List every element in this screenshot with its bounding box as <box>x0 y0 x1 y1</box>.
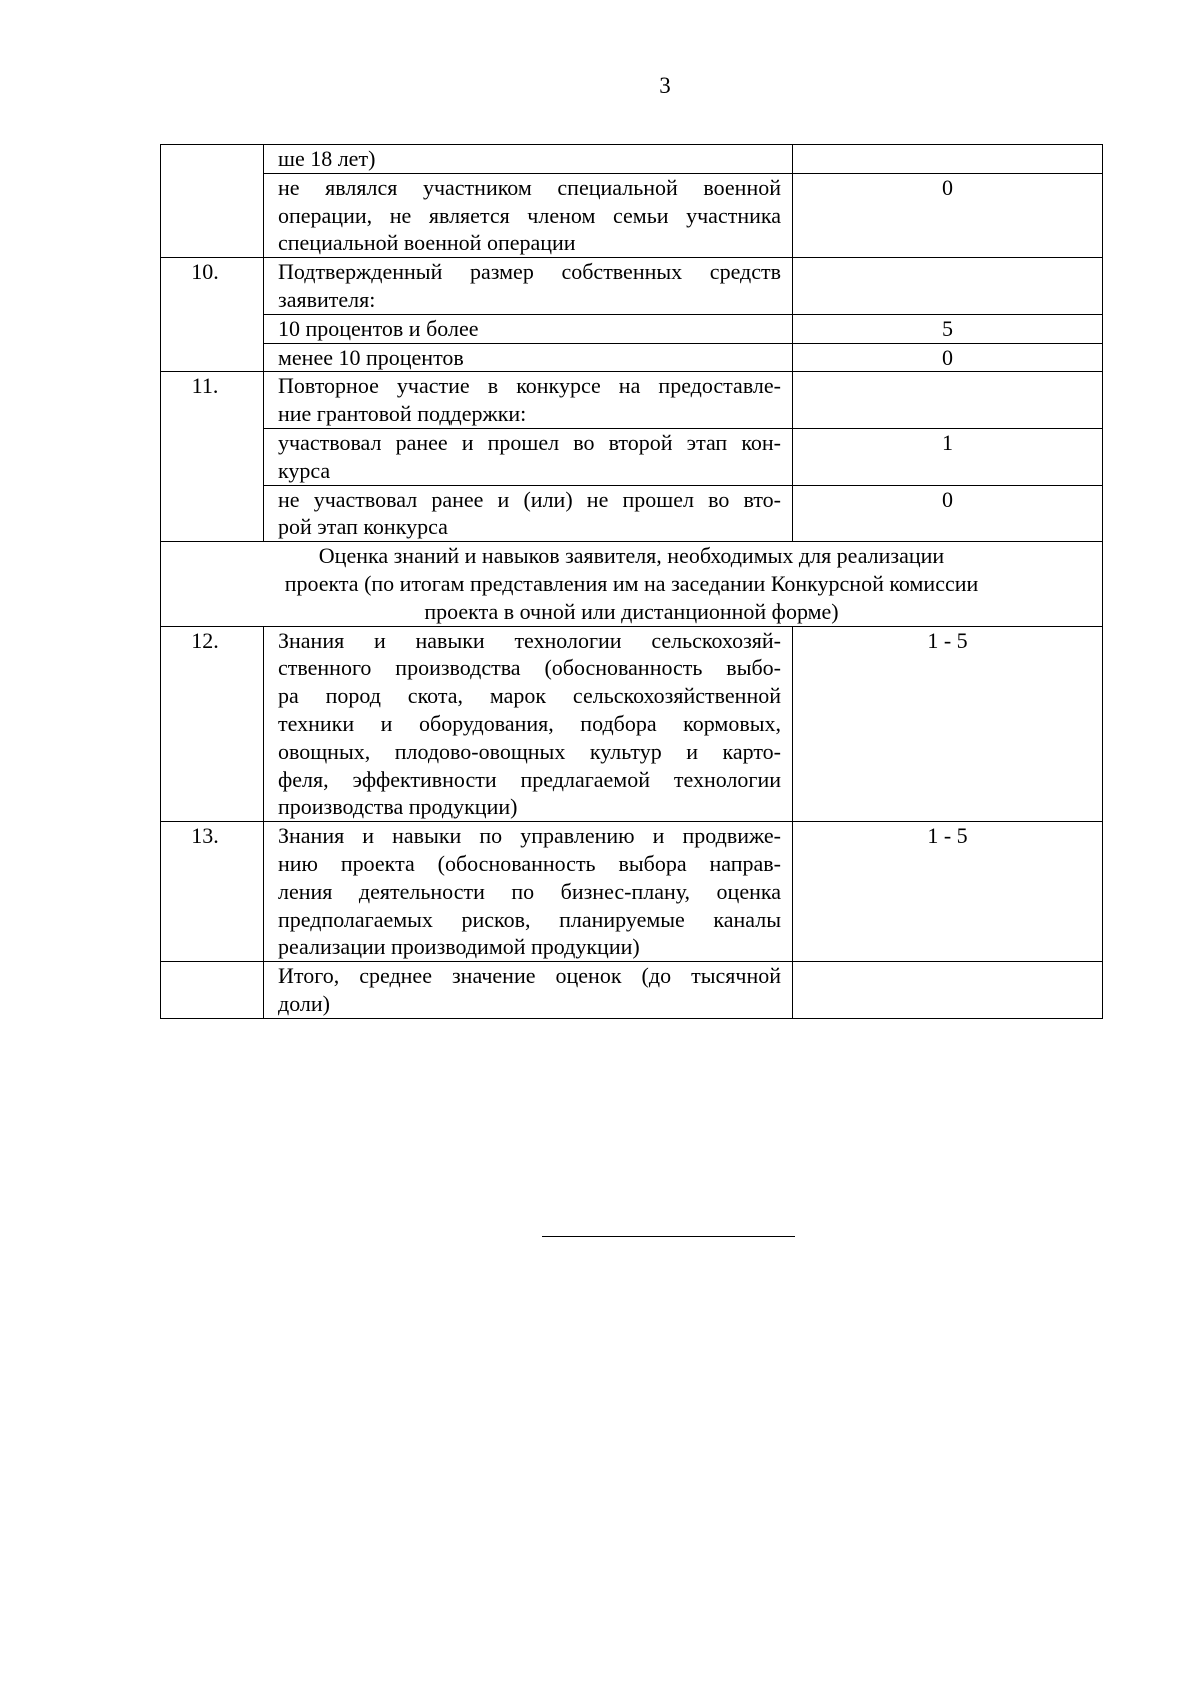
criterion-text-line: доли) <box>278 990 330 1016</box>
criterion-cell <box>264 822 793 962</box>
criterion-cell <box>264 314 793 343</box>
page-number: 3 <box>659 73 671 98</box>
criterion-cell <box>264 626 793 822</box>
table-row <box>161 145 1103 174</box>
section-heading-line: проекта в очной или дистанционной форме) <box>424 598 839 624</box>
score-cell: 5 <box>793 314 1103 343</box>
score-cell <box>793 372 1103 429</box>
row-number-cell: 12. <box>161 626 264 822</box>
criterion-text-line: рой этап конкурса <box>278 514 448 540</box>
table-row <box>161 428 1103 485</box>
row-number-cell: 10. <box>161 258 264 372</box>
criterion-text-line: производства продукции) <box>278 794 518 820</box>
section-heading-line: проекта (по итогам представления им на заседании Конкурсной комиссии <box>284 570 979 596</box>
criterion-cell <box>264 485 793 542</box>
criterion-text-line: Знания и навыки по управлению и продвиже- <box>278 823 781 849</box>
criterion-cell <box>264 372 793 429</box>
section-heading-line: Оценка знаний и навыков заявителя, необходимых для реализации <box>318 543 945 569</box>
score-cell: 1 - 5 <box>793 822 1103 962</box>
criterion-text-line: специальной военной операции <box>278 230 576 256</box>
criterion-text-line: не участвовал ранее и (или) не прошел во вто- <box>278 486 781 512</box>
table-row <box>161 626 1103 822</box>
criterion-text-line: нию проекта (обоснованность выбора направ- <box>278 850 781 876</box>
table-row <box>161 314 1103 343</box>
criterion-cell <box>264 343 793 372</box>
score-cell: 0 <box>793 485 1103 542</box>
criterion-text-line: ние грантовой поддержки: <box>278 401 527 427</box>
criterion-text-line: менее 10 процентов <box>278 344 464 370</box>
score-cell: 1 <box>793 428 1103 485</box>
criterion-text-line: техники и оборудования, подбора кормовых, <box>278 710 781 736</box>
score-cell <box>793 962 1103 1019</box>
criterion-cell <box>264 173 793 257</box>
row-number-cell: 13. <box>161 822 264 962</box>
criterion-text-line: феля, эффективности предлагаемой технологии <box>278 766 781 792</box>
criterion-text-line: операции, не является членом семьи участника <box>278 202 781 228</box>
score-cell: 1 - 5 <box>793 626 1103 822</box>
criterion-cell <box>264 428 793 485</box>
total-label-cell <box>264 962 793 1019</box>
end-of-document-separator-line <box>542 1236 795 1237</box>
score-cell: 0 <box>793 343 1103 372</box>
table-row <box>161 343 1103 372</box>
table-row <box>161 372 1103 429</box>
criterion-text-line: предполагаемых рисков, планируемые каналы <box>278 906 781 932</box>
criterion-text-line: 10 процентов и более <box>278 315 479 341</box>
row-number-cell <box>161 962 264 1019</box>
row-number-cell: 11. <box>161 372 264 542</box>
score-cell <box>793 258 1103 315</box>
table-row <box>161 173 1103 257</box>
criterion-text-line: не являлся участником специальной военной <box>278 174 781 200</box>
criterion-text-line: курса <box>278 457 331 483</box>
total-row <box>161 962 1103 1019</box>
table-row <box>161 258 1103 315</box>
criterion-text-line: участвовал ранее и прошел во второй этап кон- <box>278 429 781 455</box>
section-heading-cell <box>161 542 1103 626</box>
criterion-text-line: ственного производства (обоснованность выбо- <box>278 655 781 681</box>
section-row <box>161 542 1103 626</box>
score-cell <box>793 145 1103 174</box>
criterion-text-line: ше 18 лет) <box>278 146 376 171</box>
criterion-text-line: Итого, среднее значение оценок (до тысячной <box>278 963 781 989</box>
table-row <box>161 485 1103 542</box>
criteria-table <box>160 144 1103 1019</box>
criterion-text-line: Повторное участие в конкурсе на предоставле- <box>278 373 781 399</box>
criterion-cell <box>264 145 793 174</box>
criterion-text-line: ления деятельности по бизнес-плану, оценка <box>278 878 781 904</box>
row-number-cell <box>161 145 264 258</box>
criterion-text-line: Подтвержденный размер собственных средств <box>278 259 781 285</box>
score-cell: 0 <box>793 173 1103 257</box>
criterion-text-line: заявителя: <box>278 286 376 312</box>
table-row <box>161 822 1103 962</box>
criterion-text-line: овощных, плодово-овощных культур и карто- <box>278 738 781 764</box>
criterion-text-line: Знания и навыки технологии сельскохозяй- <box>278 627 781 653</box>
criterion-cell <box>264 258 793 315</box>
criterion-text-line: реализации производимой продукции) <box>278 934 640 960</box>
criterion-text-line: ра пород скота, марок сельскохозяйственной <box>278 683 781 709</box>
